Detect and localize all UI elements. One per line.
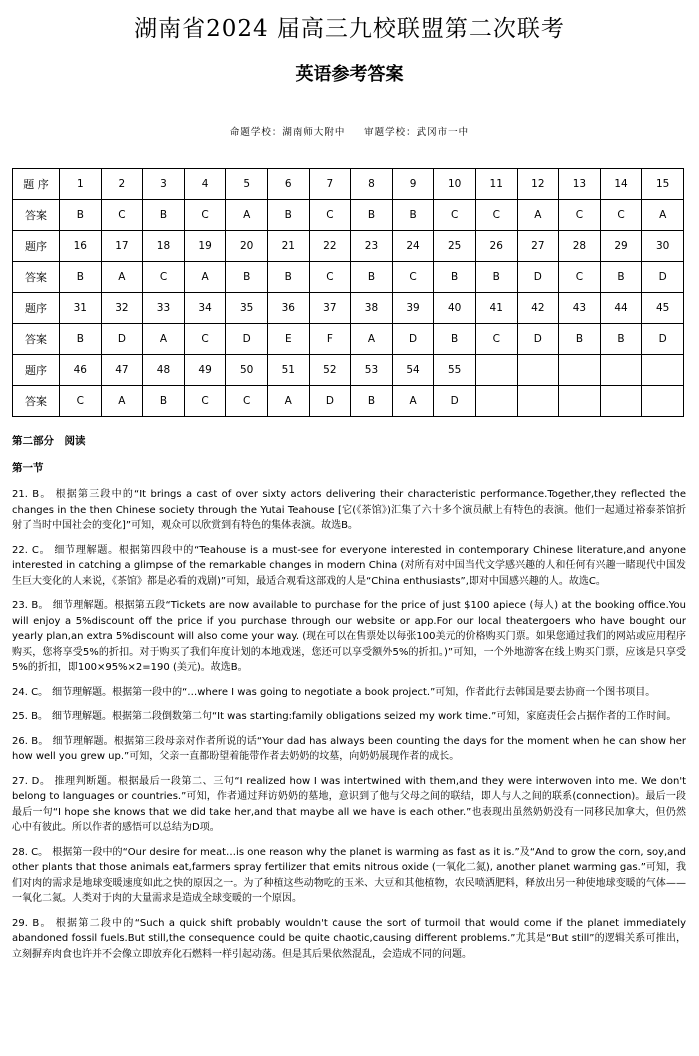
answer-cell: C [559, 262, 601, 293]
answer-cell: B [351, 386, 393, 417]
answer-cell: B [600, 262, 642, 293]
answer-cell: C [309, 262, 351, 293]
answer-cell: B [267, 200, 309, 231]
answer-cell: C [475, 324, 517, 355]
question-number-cell: 29 [600, 231, 642, 262]
proposer-school: 命题学校：湖南师大附中 [229, 127, 346, 138]
question-number-cell: 53 [351, 355, 393, 386]
answer-label-cell: 答案 [13, 200, 60, 231]
answer-cell: A [517, 200, 559, 231]
answer-cell: C [226, 386, 268, 417]
answer-row [13, 324, 684, 355]
explanation-number: 22. C。 [12, 544, 51, 556]
question-label-cell: 题 序 [13, 169, 60, 200]
explanation-item [12, 487, 686, 534]
answer-cell: D [392, 324, 434, 355]
answer-cell: E [267, 324, 309, 355]
question-number-cell: 43 [559, 293, 601, 324]
explanation-number: 27. D。 [12, 775, 51, 787]
answer-cell [642, 386, 684, 417]
question-number-cell [517, 355, 559, 386]
answer-cell: C [184, 324, 226, 355]
question-number-cell: 39 [392, 293, 434, 324]
question-number-cell: 16 [60, 231, 102, 262]
question-number-cell: 19 [184, 231, 226, 262]
answer-cell: A [101, 386, 143, 417]
question-number-cell: 54 [392, 355, 434, 386]
answer-cell: D [309, 386, 351, 417]
question-number-cell: 6 [267, 169, 309, 200]
answer-cell: C [143, 262, 185, 293]
explanation-number: 23. B。 [12, 600, 49, 611]
explanation-number: 25. B。 [12, 711, 48, 722]
question-number-cell: 28 [559, 231, 601, 262]
question-number-cell: 33 [143, 293, 185, 324]
answer-cell [475, 386, 517, 417]
answer-cell: B [143, 200, 185, 231]
question-number-cell: 25 [434, 231, 476, 262]
answer-cell: C [184, 200, 226, 231]
answer-cell [600, 386, 642, 417]
answer-cell: A [351, 324, 393, 355]
section-heading: 第二部分 阅读 [12, 435, 86, 447]
document-title: 湖南省2024 届高三九校联盟第二次联考 [134, 16, 565, 42]
answer-cell: B [226, 262, 268, 293]
explanation-number: 24. C。 [12, 686, 49, 698]
question-number-cell: 49 [184, 355, 226, 386]
answer-label-cell: 答案 [13, 324, 60, 355]
answer-cell [559, 386, 601, 417]
question-number-cell: 47 [101, 355, 143, 386]
answer-cell: A [226, 200, 268, 231]
question-number-cell [559, 355, 601, 386]
question-number-cell: 24 [392, 231, 434, 262]
answer-cell: B [351, 262, 393, 293]
explanation-number: 21. B。 [12, 489, 52, 500]
question-number-cell: 26 [475, 231, 517, 262]
question-number-cell: 22 [309, 231, 351, 262]
answer-cell: B [559, 324, 601, 355]
question-number-cell: 35 [226, 293, 268, 324]
answer-cell: B [351, 200, 393, 231]
explanation-item [12, 734, 686, 765]
answer-cell: B [600, 324, 642, 355]
question-number-cell: 51 [267, 355, 309, 386]
question-number-cell: 40 [434, 293, 476, 324]
answer-cell: C [309, 200, 351, 231]
question-number-cell: 23 [351, 231, 393, 262]
answer-cell: C [60, 386, 102, 417]
answer-row [13, 262, 684, 293]
content-body [12, 434, 686, 971]
question-number-cell: 18 [143, 231, 185, 262]
explanation-item [12, 598, 686, 676]
question-number-cell: 14 [600, 169, 642, 200]
answer-cell: B [60, 324, 102, 355]
answer-cell: C [434, 200, 476, 231]
question-number-cell: 3 [143, 169, 185, 200]
answer-cell: B [434, 324, 476, 355]
answer-cell: D [517, 262, 559, 293]
question-label-cell: 题序 [13, 293, 60, 324]
explanation-number: 28. C。 [12, 846, 49, 858]
answer-cell: A [642, 200, 684, 231]
document-subtitle: 英语参考答案 [295, 64, 404, 85]
explanation-item [12, 709, 686, 725]
question-number-cell: 27 [517, 231, 559, 262]
question-label-cell: 题序 [13, 355, 60, 386]
question-number-row [13, 169, 684, 200]
question-number-row [13, 293, 684, 324]
question-number-cell [475, 355, 517, 386]
question-number-cell: 50 [226, 355, 268, 386]
question-label-cell: 题序 [13, 231, 60, 262]
question-number-row [13, 231, 684, 262]
answer-cell: C [392, 262, 434, 293]
question-number-cell: 12 [517, 169, 559, 200]
question-number-cell: 8 [351, 169, 393, 200]
answer-cell: A [267, 386, 309, 417]
answer-cell: B [434, 262, 476, 293]
answer-cell: B [60, 200, 102, 231]
explanation-item [12, 845, 686, 907]
question-number-cell: 34 [184, 293, 226, 324]
question-number-cell: 42 [517, 293, 559, 324]
answer-cell: C [101, 200, 143, 231]
explanation-text: 细节理解题。根据第三段母亲对作者所说的话“Your dad has always been counting the days for the moment when he can show her how well you grew up.”可知，父亲一直都盼望着能带作者去奶奶的坟墓，向奶奶展现作者的成长。 [12, 735, 686, 762]
question-number-cell: 52 [309, 355, 351, 386]
answer-cell: B [267, 262, 309, 293]
answer-cell: D [517, 324, 559, 355]
question-number-cell: 44 [600, 293, 642, 324]
question-number-cell: 36 [267, 293, 309, 324]
answer-cell: A [101, 262, 143, 293]
question-number-cell: 41 [475, 293, 517, 324]
question-number-cell: 11 [475, 169, 517, 200]
answer-cell: A [184, 262, 226, 293]
answer-cell: B [475, 262, 517, 293]
explanation-text: 根据第一段中的“Our desire for meat…is one reason why the planet is warming as fast as it is.”及“And to grow the corn, soy,and other plants that those animals eat,farmers spray fertilizer that emits nitrous oxide (一氧化二氮), another planet warming gas.”可知，我们对肉的需求是地球变暖速度如此之快的原因之一。为了种植这些动物吃的玉米、大豆和其他植物，农民喷洒肥料，释放出另一种使地球变暖的气体——一氧化二氮。人类对于肉的大量需求是造成全球变暖的一个原因。 [12, 846, 686, 904]
explanation-text: 根据第二段中的“Such a quick shift probably wouldn't cause the sort of turmoil that would come if the planet immediately abandoned fossil fuels.But still,the consequence could be quite chaotic,causing different problems.”尤其是“But still”的逻辑关系可推出，立刻摒弃肉食也许并不会像立即放弃化石燃料一样引起动荡。但是其后果依然混乱，会造成不同的问题。 [12, 917, 686, 960]
question-number-cell: 38 [351, 293, 393, 324]
answer-cell: C [184, 386, 226, 417]
answer-cell: D [642, 324, 684, 355]
answer-cell: C [475, 200, 517, 231]
answer-label-cell: 答案 [13, 386, 60, 417]
question-number-cell: 21 [267, 231, 309, 262]
answer-cell: A [392, 386, 434, 417]
question-number-cell: 17 [101, 231, 143, 262]
answer-cell: A [143, 324, 185, 355]
question-number-cell: 55 [434, 355, 476, 386]
explanation-text: 细节理解题。根据第四段中的“Teahouse is a must-see for everyone interested in contemporary Chinese literature,and anyone interested in catching a glimpse of the remarkable changes in modern China (对所有对中国当代文学感兴趣的人和任何有兴趣一睹现代中国发生巨大变化的人来说，《茶馆》都是必看的戏剧)”可知，最适合观看这部戏的人是“China enthusiasts”,即对中国感兴趣的人。故选C。 [12, 544, 686, 587]
question-number-cell: 20 [226, 231, 268, 262]
answer-cell: D [434, 386, 476, 417]
explanation-text: 细节理解题。根据第五段“Tickets are now available to purchase for the price of just $100 apiece (每人) at the booking office.You will enjoy a 5%discount off the price if you purchase through our website or app.For our local theatergoers who have bought our yearly plan,an extra 5%discount will also come your way. (现在可以在售票处以每张100美元的价格购买门票。如果您通过我们的网站或应用程序购买，您将享受5%的折扣。对于购买了我们年度计划的本地戏迷，您还可以享受额外5%的折扣。)”可知，一个外地游客在线上购买门票，应该是只享受5%的折扣，即100×95%×2=190 (美元)。故选B。 [12, 600, 686, 673]
answer-label-cell: 答案 [13, 262, 60, 293]
explanation-text: 推理判断题。根据最后一段第二、三句“I realized how I was intertwined with them,and they were interwoven into me. We don't belong to languages or countries.”可知，作者通过拜访奶奶的墓地，意识到了他与父母之间的联结，即人与人之间的联系(connection)。最后一段最后一句“I hope she knows that we did take her,and that maybe all we have is each other.”也表现出虽然奶奶没有一同移民加拿大，但仍然心中有彼此。所以作者的感悟可以总结为D项。 [12, 775, 686, 833]
answer-cell: D [642, 262, 684, 293]
answer-cell: B [60, 262, 102, 293]
question-number-cell: 7 [309, 169, 351, 200]
answer-row [13, 200, 684, 231]
explanation-number: 29. B。 [12, 917, 52, 929]
explanation-text: 细节理解题。根据第二段倒数第二句“It was starting:family obligations seized my work time.”可知，家庭责任会占据作者的工作时间。 [51, 711, 677, 722]
question-number-cell: 4 [184, 169, 226, 200]
explanation-item [12, 774, 686, 836]
question-number-cell [642, 355, 684, 386]
answer-cell [517, 386, 559, 417]
answer-cell: F [309, 324, 351, 355]
question-number-cell: 10 [434, 169, 476, 200]
answer-cell: D [226, 324, 268, 355]
question-number-cell: 32 [101, 293, 143, 324]
question-number-cell [600, 355, 642, 386]
subsection-heading: 第一节 [12, 461, 44, 474]
answer-cell: C [559, 200, 601, 231]
question-number-cell: 9 [392, 169, 434, 200]
answer-cell: B [392, 200, 434, 231]
answer-cell: C [600, 200, 642, 231]
question-number-cell: 2 [101, 169, 143, 200]
reviewer-school: 审题学校：武冈市一中 [364, 127, 470, 138]
explanation-text: 根据第三段中的“It brings a cast of over sixty actors delivering their characteristic performance.Together,they reflected the changes in the then Chinese society through the Yutai Teahouse [它(《茶馆》)汇集了六十多个演员献上有特色的表演。他们一起通过裕泰茶馆折射了当时中国社会的变化]”可知，观众可以欣赏到有特色的集体表演。故选B。 [12, 489, 686, 531]
school-info [0, 124, 699, 138]
explanation-number: 26. B。 [12, 735, 49, 747]
question-number-cell: 31 [60, 293, 102, 324]
question-number-cell: 1 [60, 169, 102, 200]
question-number-cell: 46 [60, 355, 102, 386]
explanation-item [12, 685, 686, 701]
question-number-cell: 30 [642, 231, 684, 262]
answer-cell: B [143, 386, 185, 417]
answer-table [12, 168, 684, 417]
answer-cell: D [101, 324, 143, 355]
answer-row [13, 386, 684, 417]
explanation-text: 细节理解题。根据第一段中的“…where I was going to negotiate a book project.”可知，作者此行去韩国是要去协商一个图书项目。 [52, 686, 656, 698]
question-number-cell: 13 [559, 169, 601, 200]
question-number-cell: 48 [143, 355, 185, 386]
question-number-cell: 45 [642, 293, 684, 324]
question-number-row [13, 355, 684, 386]
question-number-cell: 5 [226, 169, 268, 200]
explanation-item [12, 543, 686, 590]
question-number-cell: 37 [309, 293, 351, 324]
explanation-list [12, 487, 686, 962]
explanation-item [12, 916, 686, 963]
question-number-cell: 15 [642, 169, 684, 200]
